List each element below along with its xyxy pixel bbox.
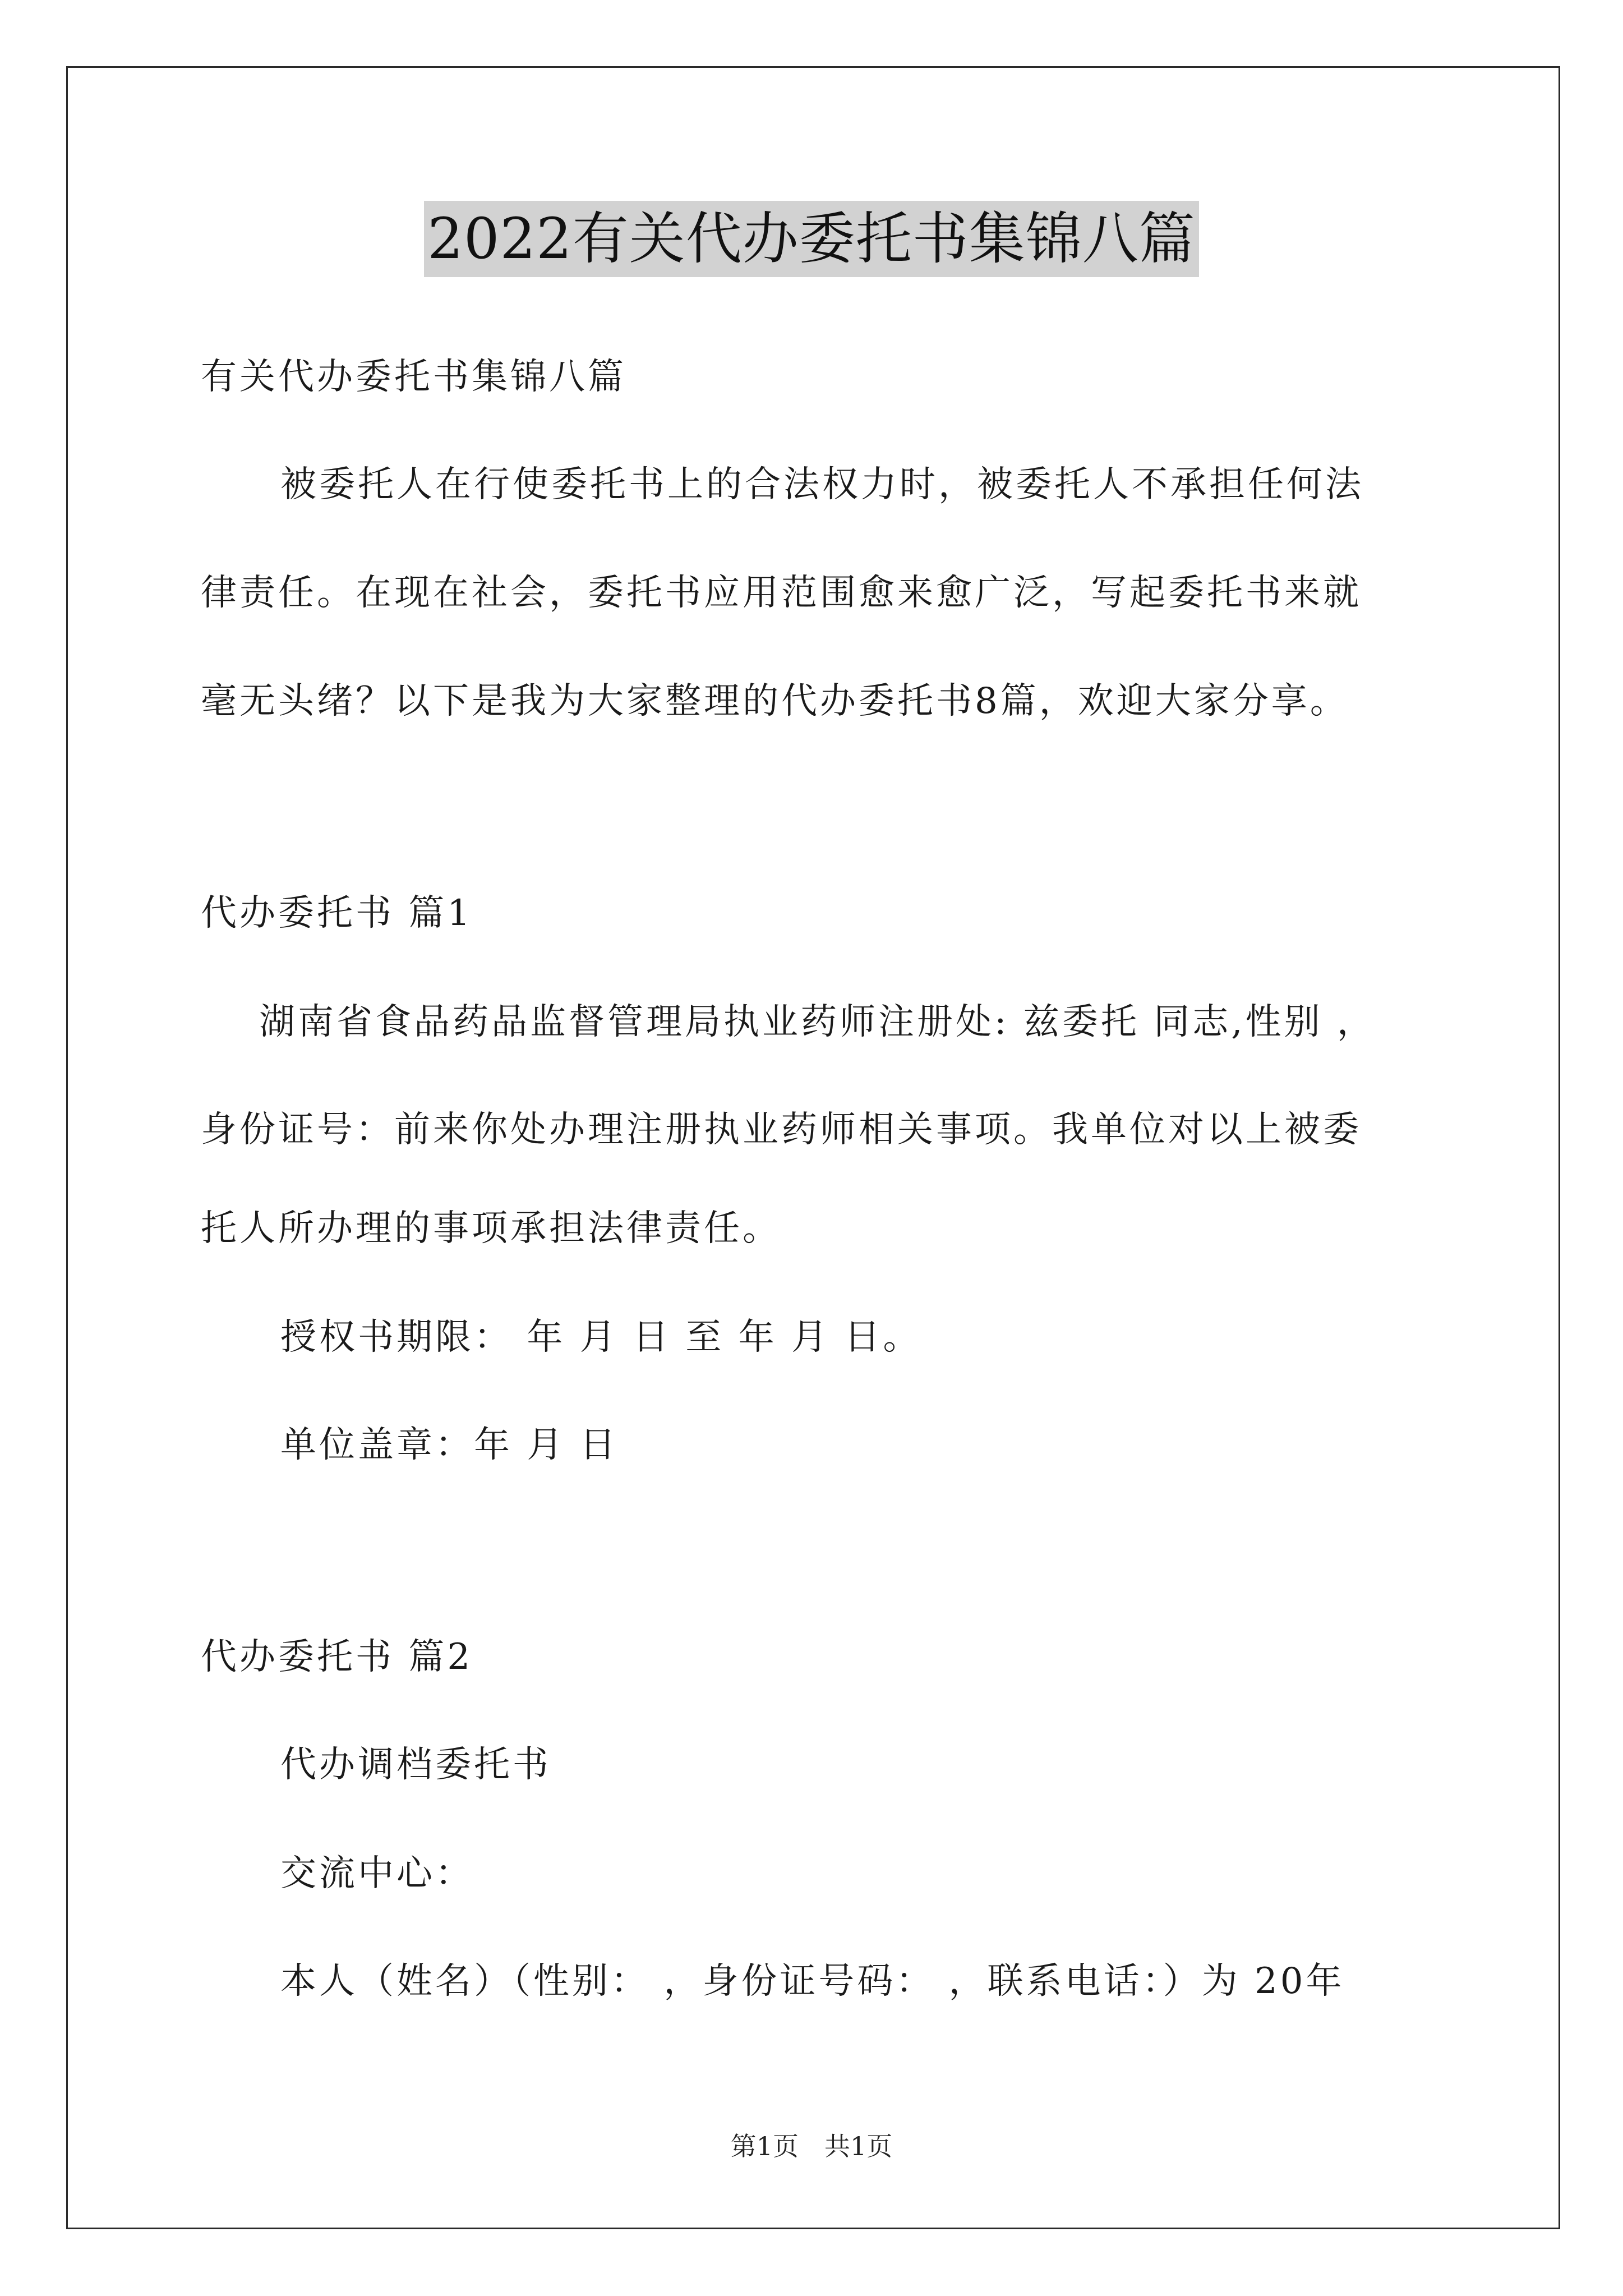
title-area [0, 201, 1623, 277]
section-2-body-line-1: 本人（姓名）（性别： ，身份证号码： ，联系电话：）为 20年 [280, 1961, 1345, 2002]
section-2-doc-name: 代办调档委托书 [280, 1744, 551, 1786]
intro-line-3: 毫无头绪？以下是我为大家整理的代办委托书8篇，欢迎大家分享。 [201, 680, 1349, 722]
section-2-addressee: 交流中心： [280, 1853, 474, 1894]
section-1-term: 授权书期限： 年 月 日 至 年 月 日。 [280, 1317, 922, 1358]
intro-line-2: 律责任。在现在社会，委托书应用范围愈来愈广泛，写起委托书来就 [201, 572, 1362, 614]
section-1-body-line-3: 托人所办理的事项承担法律责任。 [201, 1208, 781, 1249]
document-subtitle: 有关代办委托书集锦八篇 [201, 356, 626, 398]
section-2-heading: 代办委托书 篇2 [201, 1636, 473, 1678]
document-title: 2022有关代办委托书集锦八篇 [424, 201, 1199, 277]
section-1-body-line-2: 身份证号：前来你处办理注册执业药师相关事项。我单位对以上被委 [201, 1109, 1362, 1151]
page-footer: 第1页 共1页 [730, 2131, 893, 2161]
section-1-seal: 单位盖章：年 月 日 [280, 1424, 619, 1466]
section-1-body-line-1: 湖南省食品药品监督管理局执业药师注册处: 兹委托 同志,性别 ， [259, 1001, 1376, 1043]
section-1-heading: 代办委托书 篇1 [201, 892, 473, 934]
intro-line-1: 被委托人在行使委托书上的合法权力时，被委托人不承担任何法 [280, 464, 1364, 505]
